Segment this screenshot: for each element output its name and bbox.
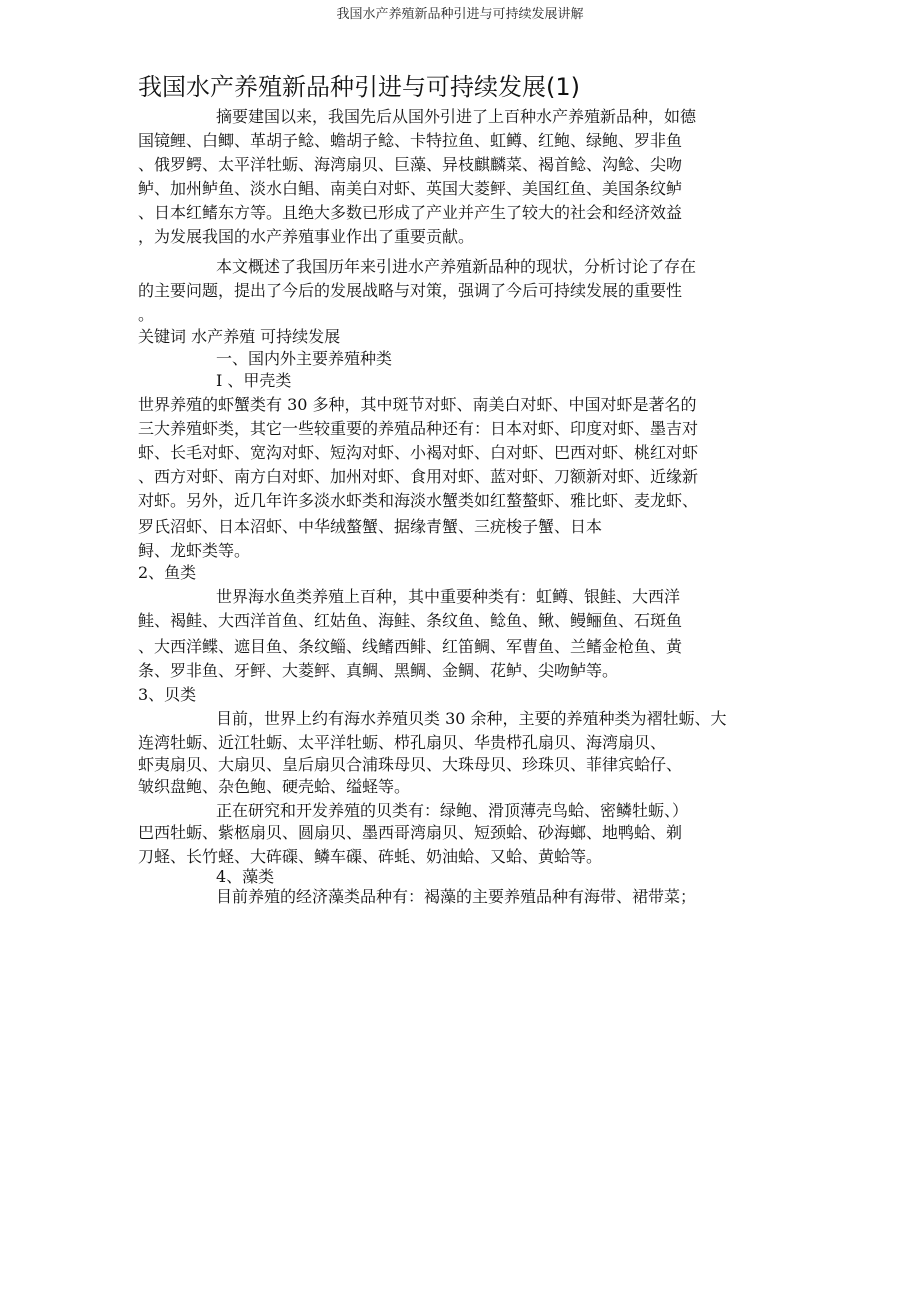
paragraph-line: 条、罗非鱼、牙鲆、大菱鲆、真鲷、黑鲷、金鲷、花鲈、尖吻鲈等。	[138, 661, 619, 680]
paragraph-line: 连湾牡蛎、近江牡蛎、太平洋牡蛎、栉孔扇贝、华贵栉孔扇贝、海湾扇贝、	[138, 733, 667, 752]
paragraph-line: 世界海水鱼类养殖上百种，其中重要种类有：虹鳟、银鲑、大西洋	[216, 587, 681, 606]
paragraph-line: 、大西洋鲽、遮目鱼、条纹鲻、线鳍西鲱、红笛鲷、军曹鱼、兰鳍金枪鱼、黄	[138, 637, 683, 656]
paragraph-line: 三大养殖虾类，其它一些较重要的养殖品种还有：日本对虾、印度对虾、墨吉对	[138, 419, 699, 438]
section-heading: 一、国内外主要养殖种类	[216, 349, 393, 368]
abstract-line: 、日本红鳍东方等。且绝大多数已形成了产业并产生了较大的社会和经济效益	[138, 203, 683, 222]
paragraph-line: 罗氏沼虾、日本沼虾、中华绒螯蟹、据缘青蟹、三疣梭子蟹、日本	[138, 517, 603, 536]
paragraph-line: 、西方对虾、南方白对虾、加州对虾、食用对虾、蓝对虾、刀额新对虾、近缘新	[138, 467, 699, 486]
paragraph-line: 目前，世界上约有海水养殖贝类 30 余种，主要的养殖种类为褶牡蛎、大	[216, 709, 727, 728]
paragraph-line: 刀蛏、长竹蛏、大砗磲、鳞车磲、砗蚝、奶油蛤、又蛤、黄蛤等。	[138, 847, 603, 866]
abstract-line: 摘要建国以来，我国先后从国外引进了上百种水产养殖新品种，如德	[216, 107, 697, 126]
abstract-line: 、俄罗鳄、太平洋牡蛎、海湾扇贝、巨藻、异枝麒麟菜、褐首鲶、沟鲶、尖吻	[138, 155, 683, 174]
document-title: 我国水产养殖新品种引进与可持续发展(1)	[138, 73, 580, 101]
paragraph-line: 世界养殖的虾蟹类有 30 多种，其中斑节对虾、南美白对虾、中国对虾是著名的	[138, 395, 697, 414]
paragraph-line: 巴西牡蛎、紫柩扇贝、圆扇贝、墨西哥湾扇贝、短颈蛤、砂海螂、地鸭蛤、剃	[138, 823, 683, 842]
paragraph-line: 对虾。另外，近几年许多淡水虾类和海淡水蟹类如红螯螯虾、雅比虾、麦龙虾、	[138, 491, 699, 510]
summary-line: 本文概述了我国历年来引进水产养殖新品种的现状，分析讨论了存在	[216, 257, 697, 276]
paragraph-line: 虾、长毛对虾、宽沟对虾、短沟对虾、小褐对虾、白对虾、巴西对虾、桃红对虾	[138, 443, 699, 462]
abstract-line: 鲈、加州鲈鱼、淡水白鲳、南美白对虾、英国大菱鲆、美国红鱼、美国条纹鲈	[138, 179, 683, 198]
paragraph-line: 正在研究和开发养殖的贝类有：绿鲍、滑顶薄壳鸟蛤、密鳞牡蛎、）	[216, 801, 689, 820]
subsection-heading: 2、鱼类	[138, 563, 197, 582]
subsection-heading: 3、贝类	[138, 685, 197, 704]
abstract-line: 国镜鲤、白鲫、革胡子鲶、蟾胡子鲶、卡特拉鱼、虹鳟、红鲍、绿鲍、罗非鱼	[138, 131, 683, 150]
paragraph-line: 鲑、褐鲑、大西洋首鱼、红姑鱼、海鲑、条纹鱼、鲶鱼、鳅、鳗鲡鱼、石斑鱼	[138, 611, 683, 630]
summary-line: 。	[138, 305, 155, 324]
keywords-line: 关键词 水产养殖 可持续发展	[138, 327, 341, 346]
running-header: 我国水产养殖新品种引进与可持续发展讲解	[336, 7, 584, 22]
summary-line: 的主要问题，提出了今后的发展战略与对策，强调了今后可持续发展的重要性	[138, 281, 683, 300]
abstract-line: ，为发展我国的水产养殖事业作出了重要贡献。	[138, 227, 475, 246]
subsection-heading: 4、藻类	[216, 867, 275, 886]
paragraph-line: 目前养殖的经济藻类品种有：褐藻的主要养殖品种有海带、裙带菜；	[216, 887, 697, 906]
paragraph-line: 鲟、龙虾类等。	[138, 541, 251, 560]
paragraph-line: 皱织盘鲍、杂色鲍、硬壳蛤、缢蛏等。	[138, 777, 411, 796]
paragraph-line: 虾夷扇贝、大扇贝、皇后扇贝合浦珠母贝、大珠母贝、珍珠贝、菲律宾蛤仔、	[138, 755, 683, 774]
subsection-heading: I 、甲壳类	[216, 371, 292, 390]
